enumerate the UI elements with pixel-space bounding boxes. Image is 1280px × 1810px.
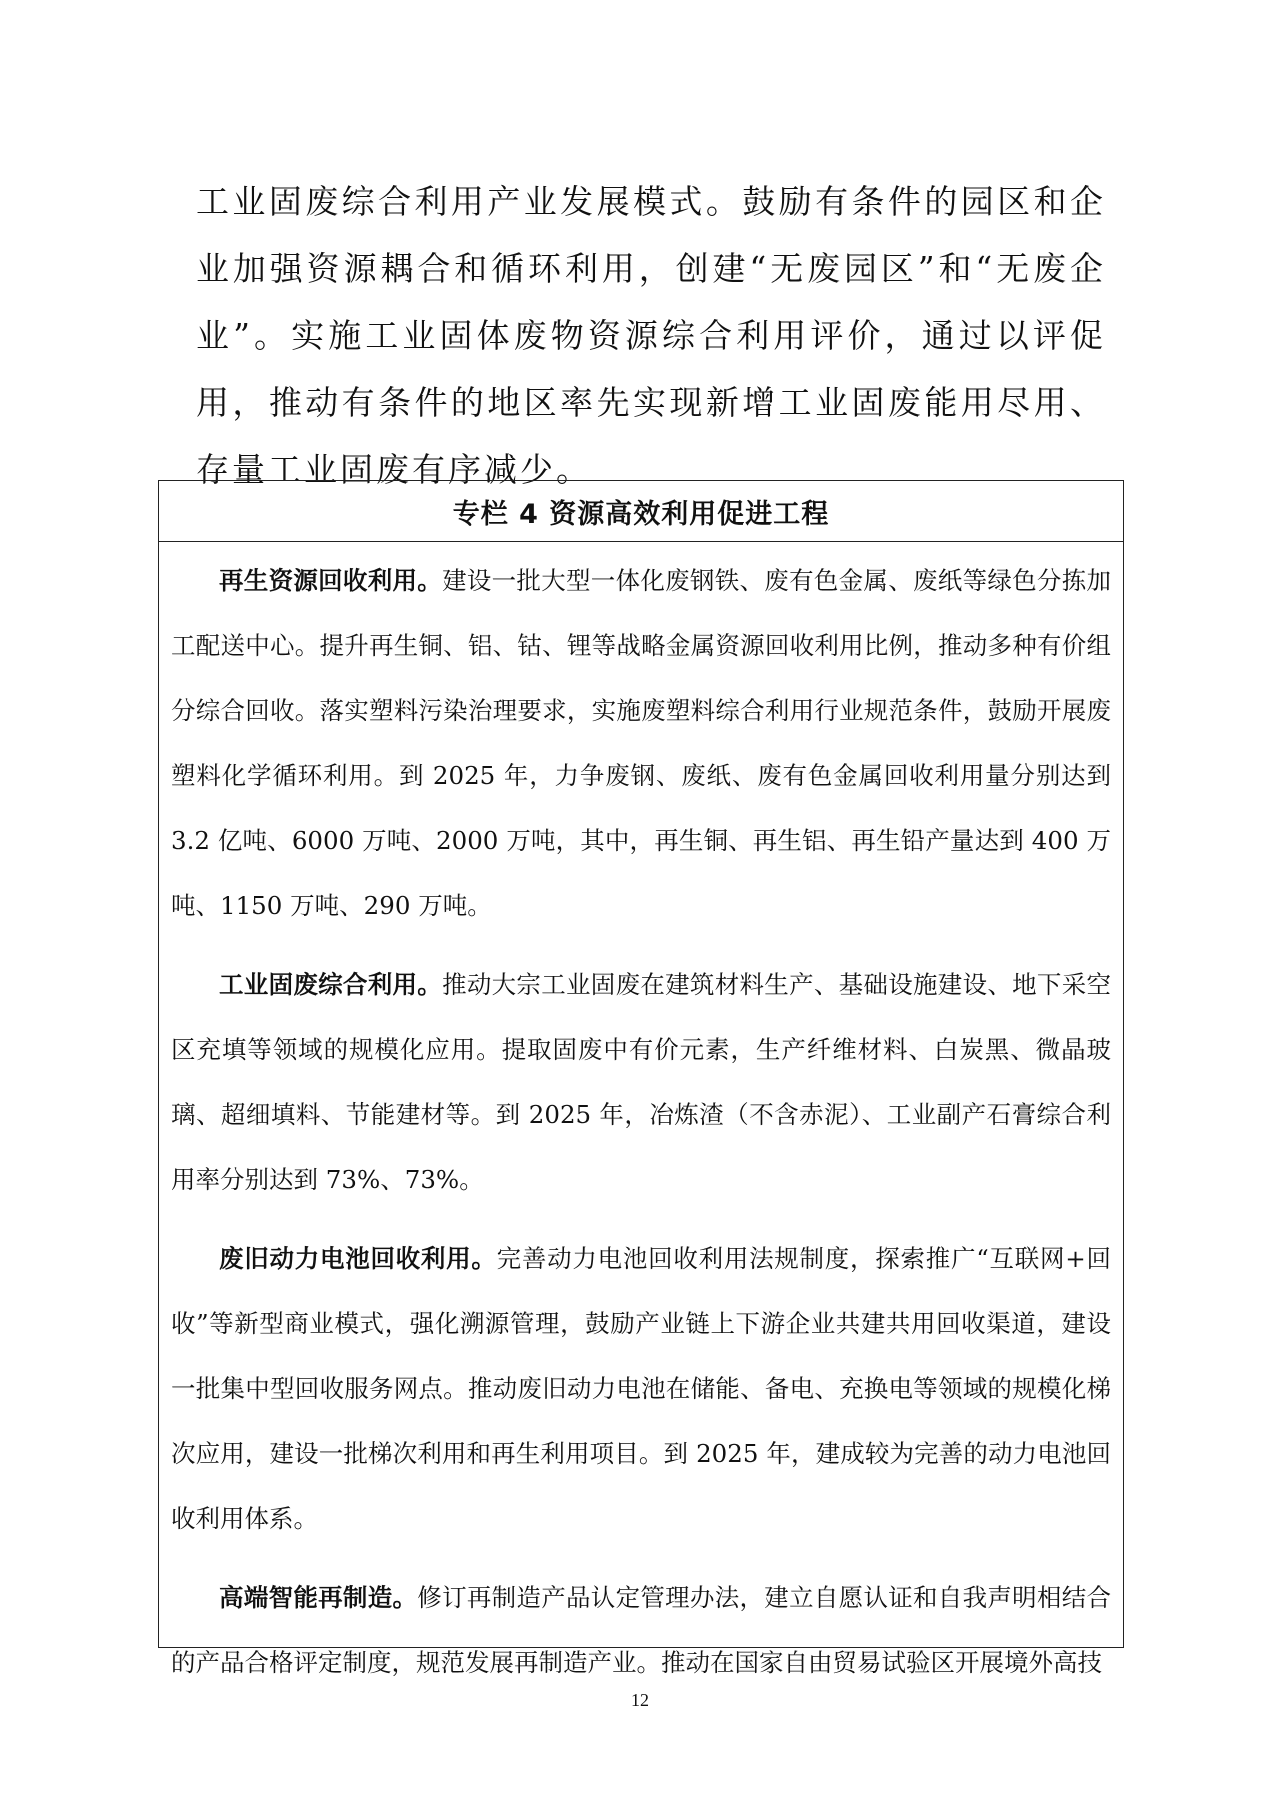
box-paragraph-battery	[171, 1226, 1111, 1551]
paragraph-text: 完善动力电池回收利用法规制度，探索推广“互联网+回收”等新型商业模式，强化溯源管理，鼓励产业链上下游企业共建共用回收渠道，建设一批集中型回收服务网点。推动废旧动力电池在储能、备电、充换电等领域的规模化梯次应用，建设一批梯次利用和再生利用项目。到 2025 年，建成较为完善的动力电池回收利用体系。	[171, 1244, 1111, 1533]
box-title: 专栏 4 资源高效利用促进工程	[159, 481, 1123, 542]
paragraph-lead: 再生资源回收利用。	[219, 566, 443, 595]
paragraph-lead: 高端智能再制造。	[219, 1583, 418, 1612]
paragraph-lead: 工业固废综合利用。	[219, 970, 443, 999]
intro-paragraph: 工业固废综合利用产业发展模式。鼓励有条件的园区和企业加强资源耦合和循环利用，创建“无废园区”和“无废企业”。实施工业固体废物资源综合利用评价，通过以评促用，推动有条件的地区率先实现新增工业固废能用尽用、存量工业固废有序减少。	[196, 182, 1106, 489]
paragraph-text: 建设一批大型一体化废钢铁、废有色金属、废纸等绿色分拣加工配送中心。提升再生铜、铝、钴、锂等战略金属资源回收利用比例，推动多种有价组分综合回收。落实塑料污染治理要求，实施废塑料综合利用行业规范条件，鼓励开展废塑料化学循环利用。到 2025 年，力争废钢、废纸、废有色金属回收利用量分别达到 3.2 亿吨、6000 万吨、2000 万吨，其中，再生铜、再生铝、再生铅产量达到 400 万吨、1150 万吨、290 万吨。	[171, 566, 1112, 920]
feature-box	[158, 480, 1124, 1677]
box-paragraph-recycling	[171, 548, 1111, 938]
page-number: 12	[631, 1690, 649, 1710]
box-paragraph-remanufacturing	[171, 1565, 1111, 1695]
box-paragraph-industrial-waste	[171, 952, 1111, 1212]
paragraph-lead: 废旧动力电池回收利用。	[219, 1244, 497, 1273]
box-content	[159, 542, 1123, 1695]
paragraph-text: 修订再制造产品认定管理办法，建立自愿认证和自我声明相结合的产品合格评定制度，规范发展再制造产业。推动在国家自由贸易试验区开展境外高技	[171, 1583, 1112, 1677]
paragraph-text: 推动大宗工业固废在建筑材料生产、基础设施建设、地下采空区充填等领域的规模化应用。提取固废中有价元素，生产纤维材料、白炭黑、微晶玻璃、超细填料、节能建材等。到 2025 年，冶炼渣（不含赤泥）、工业副产石膏综合利用率分别达到 73%、73%。	[171, 970, 1112, 1194]
